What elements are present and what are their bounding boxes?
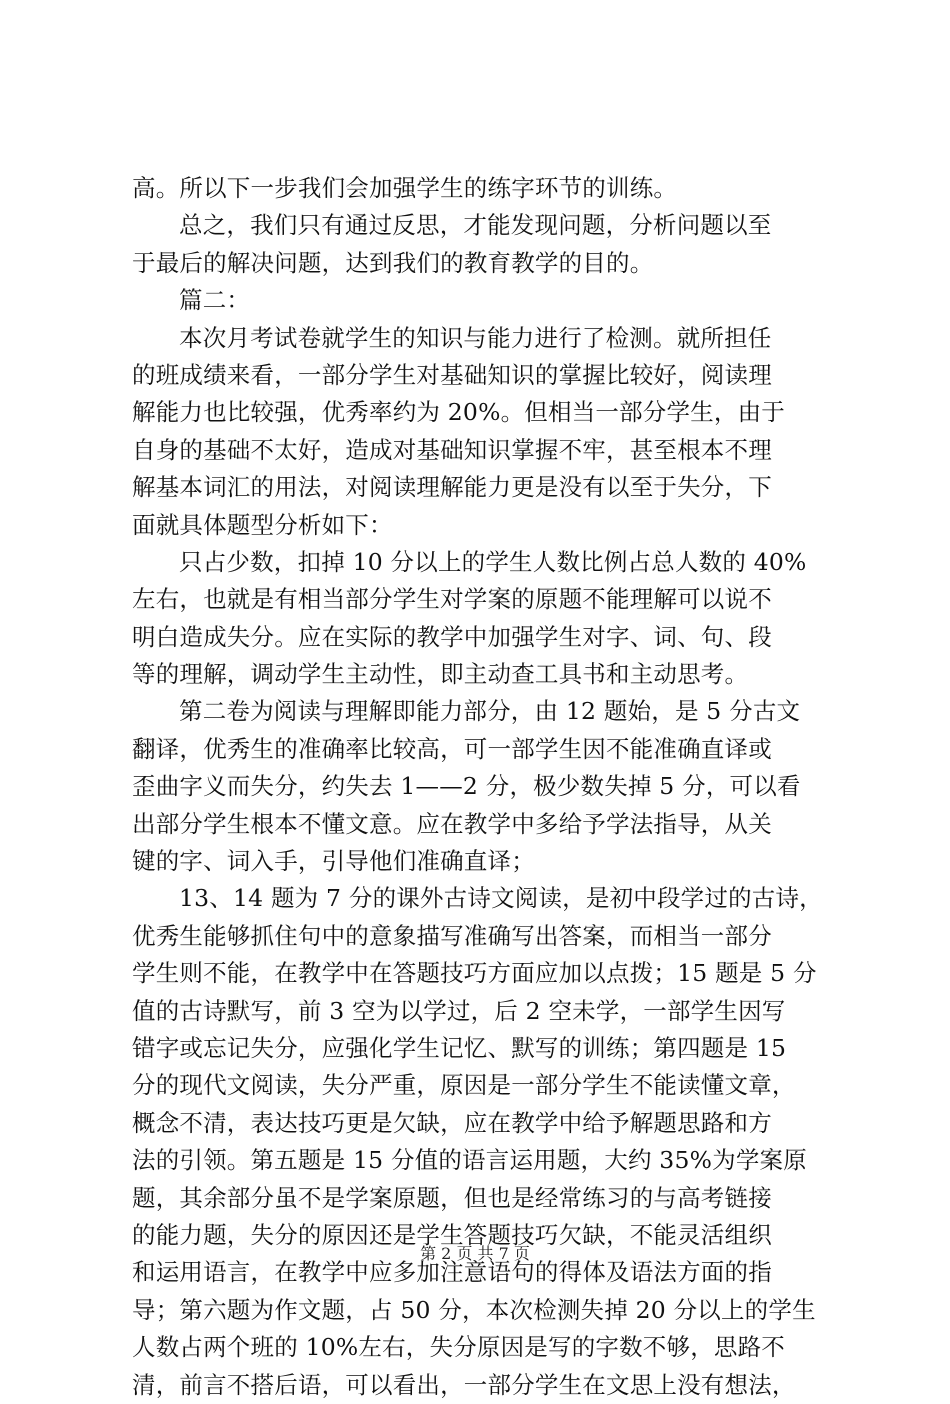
section-heading: 篇二：: [179, 286, 251, 315]
text-line: 导；第六题为作文题，占 50 分，本次检测失掉 20 分以上的学生: [132, 1295, 816, 1324]
text-line: 和运用语言，在教学中应多加注意语句的得体及语法方面的指: [132, 1258, 772, 1287]
text-line: 法的引领。第五题是 15 分值的语言运用题，大约 35%为学案原: [132, 1146, 807, 1175]
document-body: [132, 170, 832, 1404]
text-line: 只占少数，扣掉 10 分以上的学生人数比例占总人数的 40%: [179, 547, 807, 576]
text-line: 明白造成失分。应在实际的教学中加强学生对字、词、句、段: [132, 622, 772, 651]
text-line: 解基本词汇的用法，对阅读理解能力更是没有以至于失分，下: [132, 473, 772, 502]
text-line: 高。所以下一步我们会加强学生的练字环节的训练。: [132, 174, 678, 202]
text-line: 左右，也就是有相当部分学生对学案的原题不能理解可以说不: [132, 585, 772, 614]
text-line: 13、14 题为 7 分的课外古诗文阅读，是初中段学过的古诗，: [179, 884, 823, 913]
text-line: 概念不清，表达技巧更是欠缺，应在教学中给予解题思路和方: [132, 1108, 772, 1137]
text-line: 翻译，优秀生的准确率比较高，可一部学生因不能准确直译或: [132, 734, 772, 763]
text-line: 自身的基础不太好，造成对基础知识掌握不牢，甚至根本不理: [132, 435, 772, 464]
text-line: 总之，我们只有通过反思，才能发现问题，分析问题以至: [179, 211, 772, 240]
text-line: 等的理解，调动学生主动性，即主动查工具书和主动思考。: [132, 660, 749, 689]
text-line: 面就具体题型分析如下：: [132, 510, 393, 539]
text-line: 的班成绩来看，一部分学生对基础知识的掌握比较好，阅读理: [132, 360, 772, 389]
text-line: 歪曲字义而失分，约失去 1——2 分，极少数失掉 5 分，可以看: [132, 772, 801, 801]
text-line: 优秀生能够抓住句中的意象描写准确写出答案，而相当一部分: [132, 921, 772, 950]
text-line: 人数占两个班的 10%左右，失分原因是写的字数不够，思路不: [132, 1333, 786, 1362]
text-line: 于最后的解决问题，达到我们的教育教学的目的。: [132, 248, 654, 277]
text-line: 错字或忘记失分，应强化学生记忆、默写的训练；第四题是 15: [132, 1033, 787, 1062]
text-line: 分的现代文阅读，失分严重，原因是一部分学生不能读懂文章，: [132, 1071, 796, 1100]
text-line: 键的字、词入手，引导他们准确直译；: [132, 847, 535, 876]
text-line: 学生则不能，在教学中在答题技巧方面应加以点拨；15 题是 5 分: [132, 959, 817, 988]
page-number-footer: 第 2 页 共 7 页: [420, 1244, 530, 1263]
text-line: 题，其余部分虽不是学案原题，但也是经常练习的与高考链接: [132, 1183, 772, 1212]
text-line: 本次月考试卷就学生的知识与能力进行了检测。就所担任: [179, 323, 772, 352]
text-line: 的能力题，失分的原因还是学生答题技巧欠缺，不能灵活组织: [132, 1220, 772, 1249]
text-line: 值的古诗默写，前 3 空为以学过，后 2 空未学，一部学生因写: [132, 996, 786, 1025]
text-line: 解能力也比较强，优秀率约为 20%。但相当一部分学生，由于: [132, 398, 786, 427]
text-line: 清，前言不搭后语，可以看出，一部分学生在文思上没有想法，: [132, 1370, 796, 1399]
text-line: 出部分学生根本不懂文意。应在教学中多给予学法指导，从关: [132, 809, 772, 838]
text-line: 第二卷为阅读与理解即能力部分，由 12 题始，是 5 分古文: [179, 697, 801, 726]
